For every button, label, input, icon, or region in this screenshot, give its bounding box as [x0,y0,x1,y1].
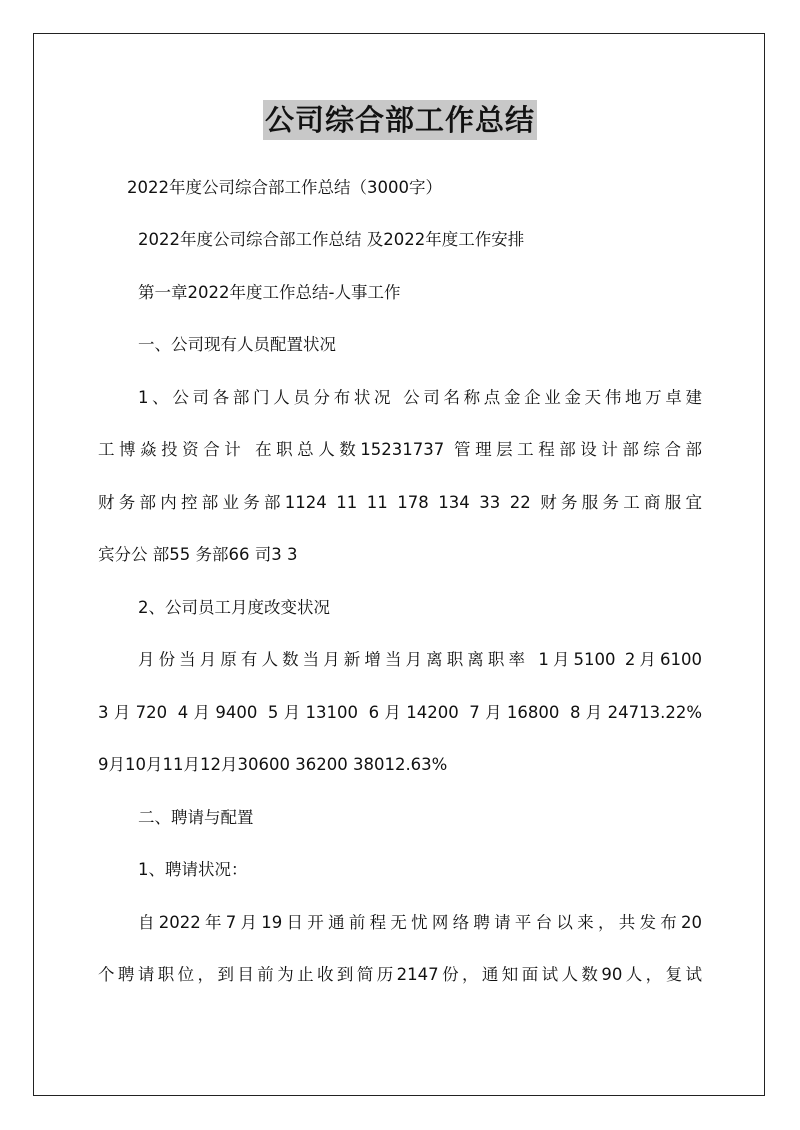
text-line-monthly-change: 2、公司员工月度改变状况 [138,598,330,617]
text-line-monthly-data-1: 月份当月原有人数当月新增当月离职离职率 1月5100 2月6100 [138,650,702,669]
text-line-recruit-paragraph-1: 自2022年7月19日开通前程无忧网络聘请平台以来，共发布20 [138,913,702,932]
text-line-dept-distribution-4: 宾分公 部55 务部66 司3 3 [98,545,298,564]
text-line-section-one: 一、公司现有人员配置状况 [138,335,336,354]
text-line-dept-distribution-3: 财务部内控部业务部1124 11 11 178 134 33 22 财务服务工商服宜 [98,493,702,512]
text-line-recruit-paragraph-2: 个聘请职位，到目前为止收到简历2147份，通知面试人数90人，复试 [98,965,702,984]
text-line-chapter-one: 第一章2022年度工作总结-人事工作 [138,283,401,302]
text-line-dept-distribution: 1、公司各部门人员分布状况 公司名称点金企业金天伟地万卓建 [138,388,702,407]
document-title: 公司综合部工作总结 [263,100,537,140]
text-line-year-summary: 2022年度公司综合部工作总结（3000字） [127,178,442,197]
text-line-section-two: 二、聘请与配置 [138,808,254,827]
text-line-monthly-data-2: 3月720 4月9400 5月13100 6月14200 7月16800 8月24713.22% [98,703,702,722]
text-line-monthly-data-3: 9月10月11月12月30600 36200 38012.63% [98,755,448,774]
title-container [0,100,800,140]
text-line-dept-distribution-2: 工博焱投资合计 在职总人数15231737 管理层工程部设计部综合部 [98,440,702,459]
text-line-summary-and-plan: 2022年度公司综合部工作总结 及2022年度工作安排 [138,230,525,249]
text-line-recruit-status: 1、聘请状况： [138,860,248,879]
